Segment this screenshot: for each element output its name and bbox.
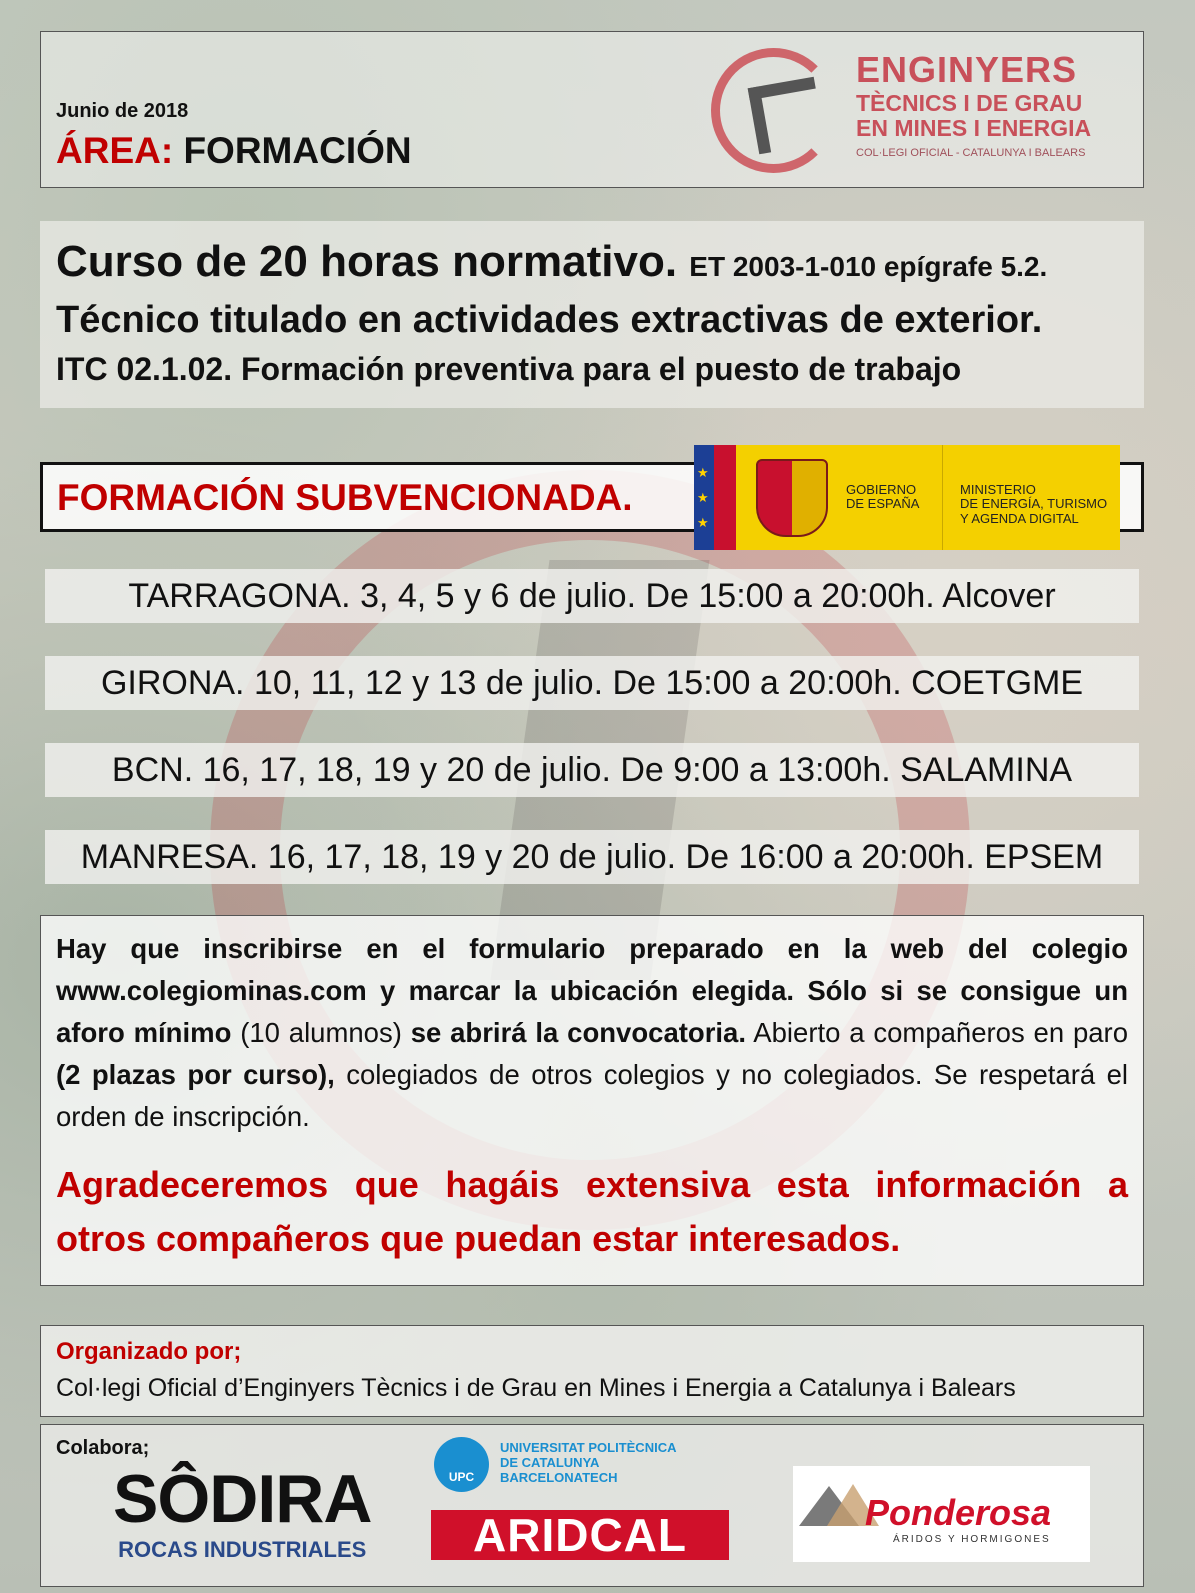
registration-normal-3: colegiados de otros colegios y no colegiados. Se respetará el orden de inscripción. [56,1059,1128,1132]
upc-line-2: DE CATALUNYA [500,1454,600,1470]
logo-line-3: EN MINES I ENERGIA [856,115,1092,141]
course-itc: ITC 02.1.02. Formación preventiva para el puesto de trabajo [56,351,962,387]
area-value: FORMACIÓN [183,130,412,171]
government-logo [694,445,1120,550]
registration-normal-2: Abierto a compañeros en paro [745,1017,1128,1048]
organizer-panel [40,1325,1144,1417]
ponderosa-sub: ÁRIDOS Y HORMIGONES [893,1534,1051,1545]
ponderosa-name: Ponderosa [865,1492,1052,1533]
star-icon: ★ [697,490,709,505]
registration-text [56,928,1128,1138]
area-separator: : [160,130,174,171]
schedule-bcn: BCN. 16, 17, 18, 19 y 20 de julio. De 9:00 a 13:00h. SALAMINA [45,743,1139,797]
area-label: ÁREA [56,130,161,171]
ponderosa-logo [793,1466,1090,1562]
registration-normal-1: (10 alumnos) [231,1017,411,1048]
subsidy-title: FORMACIÓN SUBVENCIONADA. [57,477,633,518]
ministry-line-2: DE ENERGÍA, TURISMO [960,496,1108,512]
schedule-manresa: MANRESA. 16, 17, 18, 19 y 20 de julio. De 16:00 a 20:00h. EPSEM [45,830,1139,884]
schedule-girona: GIRONA. 10, 11, 12 y 13 de julio. De 15:00 a 20:00h. COETGME [45,656,1139,710]
sodira-sub: ROCAS INDUSTRIALES [118,1537,367,1562]
collaborators-panel [40,1424,1144,1587]
date-label: Junio de 2018 [56,100,189,122]
upc-text [500,1441,676,1486]
spain-flag-stripe [714,445,736,550]
aridcal-logo: ARIDCAL [431,1510,729,1560]
ministry-line-1: MINISTERIO [960,482,1036,497]
collab-heading: Colabora; [56,1437,150,1459]
course-title-ref: ET 2003-1-010 epígrafe 5.2. [689,251,1048,282]
gov-line-1: GOBIERNO [846,482,917,497]
gov-line-2: DE ESPAÑA [846,496,920,512]
registration-bold-1: Hay que inscribirse en el formulario preparado en la web del colegio www.colegiominas.com y marcar la ubicación elegida. Sólo si se consigue un aforo mínimo [56,933,1128,1048]
course-title [56,237,1047,287]
college-logo [711,42,1131,182]
organizer-name: Col·legi Oficial d’Enginyers Tècnics i de Grau en Mines i Energia a Catalunya i Balears [56,1374,1016,1402]
registration-bold-2: se abrirá la convocatoria. [410,1017,746,1048]
upc-line-3: BARCELONATECH [500,1469,618,1485]
sodira-logo [113,1461,372,1563]
course-title-main: Curso de 20 horas normativo. [56,237,678,286]
header-panel [40,31,1144,188]
upc-icon: UPC [434,1437,489,1492]
coat-of-arms-icon [756,459,828,537]
logo-pick-icon [748,77,826,155]
ministry-line-3: Y AGENDA DIGITAL [960,510,1079,526]
ministry-text [960,483,1107,526]
logo-line-4: COL·LEGI OFICIAL - CATALUNYA I BALEARS [856,147,1086,159]
area-title [56,130,412,172]
star-icon: ★ [697,515,709,530]
sodira-name: SÔDIRA [113,1461,372,1537]
logo-line-2: TÈCNICS I DE GRAU [856,90,1083,116]
upc-logo [434,1437,704,1492]
registration-bold-3: (2 plazas por curso), [56,1059,335,1090]
registration-info [40,915,1144,1286]
course-subtitle: Técnico titulado en actividades extractivas de exterior. [56,299,1043,341]
organizer-heading: Organizado por; [56,1338,242,1365]
thanks-text: Agradeceremos que hagáis extensiva esta información a otros compañeros que puedan estar interesados. [56,1164,1128,1259]
logo-text [856,49,1092,159]
gov-divider [942,445,943,550]
schedule-tarragona: TARRAGONA. 3, 4, 5 y 6 de julio. De 15:00 a 20:00h. Alcover [45,569,1139,623]
star-icon: ★ [697,465,709,480]
logo-line-1: ENGINYERS [856,49,1078,90]
gov-text [846,483,919,512]
course-panel [40,221,1144,408]
upc-line-1: UNIVERSITAT POLITÈCNICA [500,1440,677,1455]
